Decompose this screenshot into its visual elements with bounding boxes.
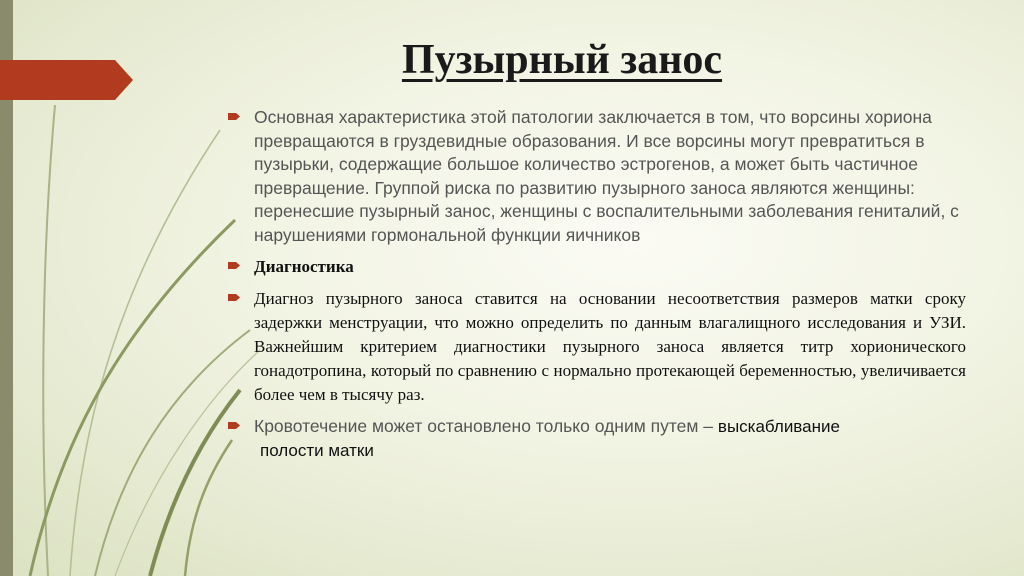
list-item bbox=[226, 106, 966, 247]
bullet-list bbox=[226, 106, 966, 470]
red-arrow-bullet-icon bbox=[228, 111, 242, 122]
list-item bbox=[226, 415, 966, 462]
slide-title: Пузырный занос bbox=[401, 37, 723, 83]
bullet-text-uterus: полости матки bbox=[260, 440, 374, 460]
bullet-text-bleeding: Кровотечение может остановлено только одним путем – bbox=[254, 416, 718, 436]
bullet-text-diagnosis: Диагноз пузырного заноса ставится на основании несоответствия размеров матки сроку задержки менструации, что можно определить по данным влагалищного исследования и УЗИ. Важнейшим критерием диагностики пузырного заноса является титр хорионического гонадотропина, который по сравнению с нормально протекающей беременностью, увеличивается более чем в тысячу раз. bbox=[254, 289, 966, 404]
red-arrow-bullet-icon bbox=[228, 420, 242, 431]
bullet-heading-diagnostics: Диагностика bbox=[254, 257, 354, 276]
red-arrow-bullet-icon bbox=[228, 292, 242, 303]
bullet-text-curettage: выскабливание bbox=[717, 417, 840, 436]
red-arrow-bullet-icon bbox=[228, 260, 242, 271]
list-item bbox=[226, 255, 966, 279]
list-item bbox=[226, 287, 966, 407]
bullet-text-characteristic: Основная характеристика этой патологии заключается в том, что ворсины хориона превращаются в груздевидные образования. И все ворсины могут превратиться в пузырьки, содержащие большое количество эстрогенов, а может быть частичное превращение. Группой риска по развитию пузырного заноса являются женщины: перенесшие пузырный занос, женщины с воспалительными заболевания гениталий, с нарушениями гормональной функции яичников bbox=[254, 107, 959, 245]
